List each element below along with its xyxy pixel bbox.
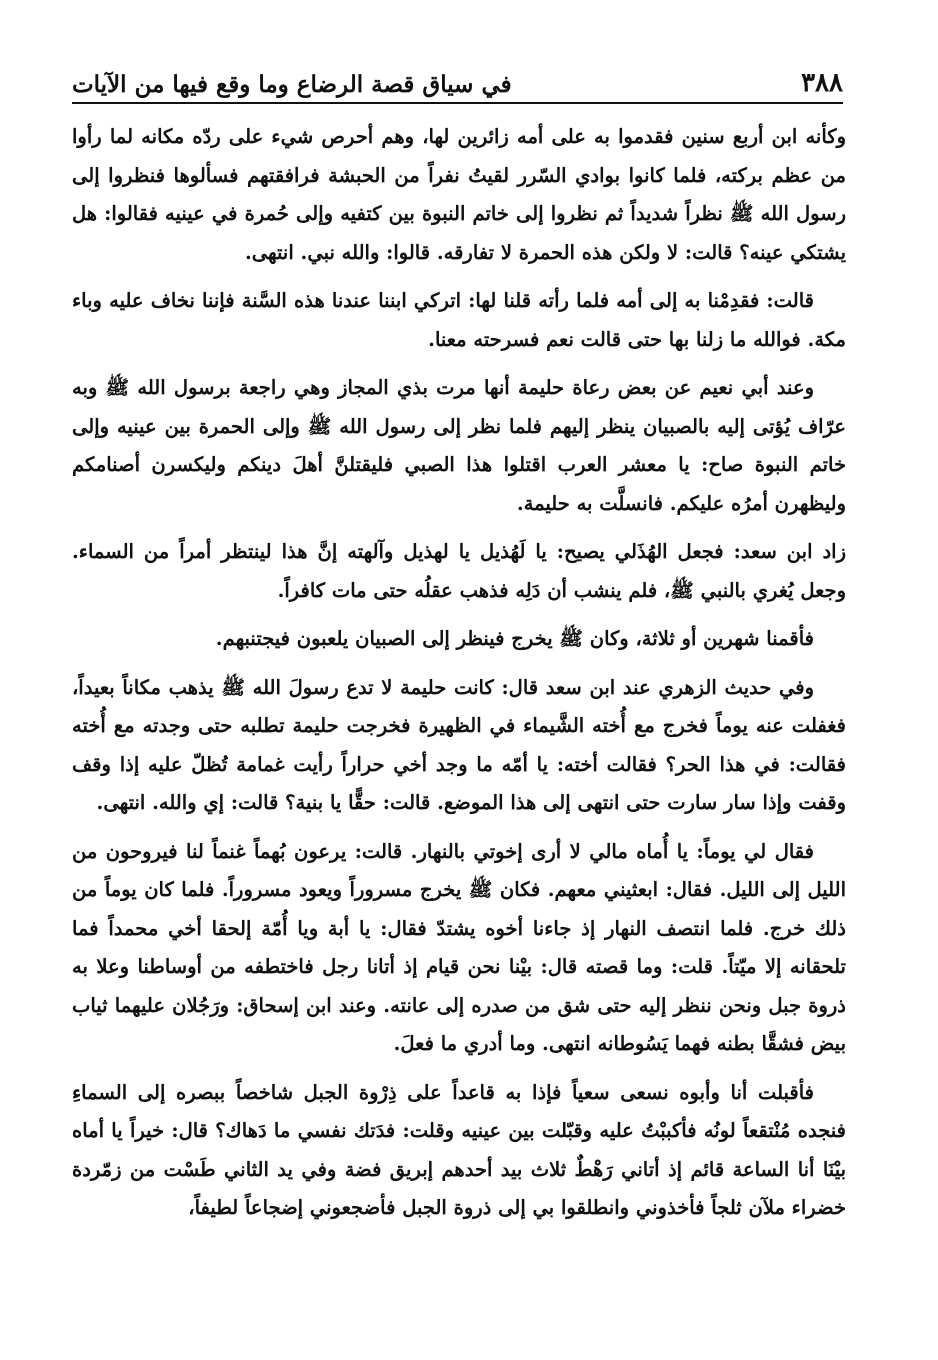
paragraph-4: زاد ابن سعد: فجعل الهُذَلي يصيح: يا لَهُذيل يا لهذيل وآلهته إنَّ هذا لينتظر أمراً من السماء. وجعل يُغري بالنبي ﷺ، فلم ينشب أن دَلِه فذهب عقلُه حتى مات كافراً.: [72, 540, 846, 602]
paragraph-1: وكأنه ابن أربع سنين فقدموا به على أمه زائرين لها، وهم أحرص شيء على ردّه مكانه لما رأوا من عظم بركته، فلما كانوا بوادي السّرر لقيتُ نفراً من الحبشة فرافقتهم فسألوها فنظروا إلى رسول الله ﷺ نظراً شديداً ثم نظروا إلى خاتم النبوة بين كتفيه وإلى حُمرة في عينيه فقالوا: هل يشتكي عينه؟ قالت: لا ولكن هذه الحمرة لا تفارقه. قالوا: والله نبي. انتهى.: [72, 125, 846, 264]
paragraph-2: قالت: فقدِمْنا به إلى أمه فلما رأته قلنا لها: اتركي ابننا عندنا هذه السَّنة فإننا نخاف عليه وباء مكة. فوالله ما زلنا بها حتى قالت نعم فسرحته معنا.: [72, 289, 846, 351]
paragraph-7: فقال لي يوماً: يا أُماه مالي لا أرى إخوتي بالنهار. قالت: يرعون بُهماً غنماً لنا فيروحون من الليل إلى الليل. فقال: ابعثيني معهم. فكان ﷺ يخرج مسروراً ويعود مسروراً. فلما كان يوماً من ذلك خرج. فلما انتصف النهار إذ جاءنا أخوه يشتدّ فقال: يا أبة ويا أُمّة إلحقا أخي محمداً فما تلحقانه إلا ميّتاً. قلت: وما قصته قال: بيْنا نحن قيام إذ أتانا رجل فاختطفه من أوساطنا وعلا به ذروة جبل ونحن ننظر إليه حتى شق من صدره إلى عانته. وعند ابن إسحاق: ورَجُلان عليهما ثياب بيض فشقَّا بطنه فهما يَسُوطانه انتهى. وما أدري ما فعلَ.: [72, 839, 846, 1055]
paragraph-3: وعند أبي نعيم عن بعض رعاة حليمة أنها مرت بذي المجاز وهي راجعة برسول الله ﷺ وبه عرّاف يُؤتى إليه بالصبيان ينظر إليهم فلما نظر إلى رسول الله ﷺ وإلى الحمرة بين عينيه وإلى خاتم النبوة صاح: يا معشر العرب اقتلوا هذا الصبي فليقتلنَّ أهلَ دينكم وليكسرن أصنامكم وليظهرن أمرُه عليكم. فانسلَّت به حليمة.: [72, 376, 846, 515]
page-body: [72, 118, 846, 1352]
page-header: [72, 58, 843, 104]
paragraph-8: فأقبلت أنا وأبوه نسعى سعياً فإذا به قاعداً على ذِرْوة الجبل شاخصاً ببصره إلى السماءِ فنجده مُنْتقعاً لونُه فأكببْتُ عليه وقبّلت بين عينيه وقلت: فدَتك نفسي ما دَهاك؟ قال: خيراً يا أماه بيْنَا أنا الساعة قائم إذ أتاني رَهْطٌ ثلاث بيد أحدهم إبريق فضة وفي يد الثاني طَسْت من زمّردة خضراء ملآن ثلجاً فأخذوني وانطلقوا بي إلى ذروة الجبل فأضجعوني إضجاعاً لطيفاً،: [72, 1080, 846, 1219]
page-number: ٣٨٨: [801, 68, 843, 98]
running-title: في سياق قصة الرضاع وما وقع فيها من الآيات: [72, 71, 512, 98]
paragraph-5: فأقمنا شهرين أو ثلاثة، وكان ﷺ يخرج فينظر إلى الصبيان يلعبون فيجتنبهم.: [215, 627, 814, 650]
paragraph-6: وفي حديث الزهري عند ابن سعد قال: كانت حليمة لا تدع رسولَ الله ﷺ يذهب مكاناً بعيداً، فغفلت عنه يوماً فخرج مع أُخته الشَّيماء في الظهيرة فخرجت حليمة تطلبه حتى وجدته مع أُخته فقالت: في هذا الحر؟ فقالت أخته: يا أمّه ما وجد أخي حراراً رأيت غمامة تُظلّ عليه إذا وقف وقفت وإذا سار سارت حتى انتهى إلى هذا الموضع. قالت: حقًّا يا بنية؟ قالت: إي والله. انتهى.: [72, 675, 846, 814]
